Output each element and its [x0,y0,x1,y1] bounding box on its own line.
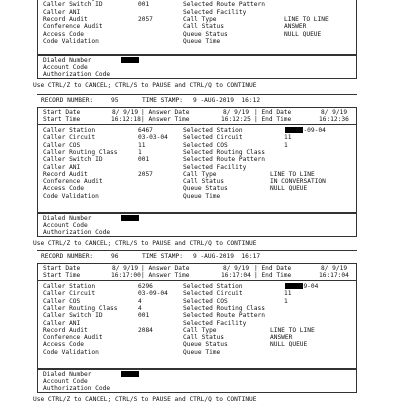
field-value: 6296 [138,283,153,290]
selected-station-value: -09-04 [296,283,319,290]
field-value: 2084 [138,326,153,334]
record-line [38,23,356,30]
field-label: Account Code [43,222,88,229]
field-label: Conference Audit [43,178,103,186]
field-label: Call Status [183,23,224,31]
field-label: Queue Time [183,192,221,200]
field-label: Selected Route Pattern [183,156,265,164]
cancel-instructions: Use CTRL/Z to CANCEL; CTRL/S to PAUSE and CTRL/Q to CONTINUE [33,82,257,89]
field-label: Queue Status [183,341,228,349]
field-label: Selected Station [183,127,243,134]
answer-date-label: | Answer Date [141,109,190,116]
record-line [38,142,356,149]
start-time-label: Start Time [43,272,81,279]
start-date-value: 8/ 9/19 [112,265,139,272]
field-value: LINE TO LINE [270,326,315,334]
field-label: Account Code [43,378,88,385]
field-label: Caller Circuit [43,134,96,142]
answer-time-value: 16:12:25 [221,116,251,123]
field-value: 001 [138,1,150,9]
record-line [38,298,356,305]
field-label: Caller Switch ID [43,1,103,9]
dialed-box [37,213,357,237]
field-label: Call Status [183,334,224,342]
record-number-value: 95 [111,97,119,104]
header-divider [38,280,356,281]
field-label: Selected Circuit [183,290,243,298]
partial-dialed-box [37,55,357,79]
field-value: NULL QUEUE [270,341,308,349]
field-label: Queue Time [183,348,221,356]
field-label: Caller COS [43,141,81,149]
time-stamp-label: TIME STAMP: [142,253,183,260]
record-line [38,1,356,8]
record-box [37,107,357,213]
field-value: 11 [138,141,146,149]
field-label: Selected Route Pattern [183,312,265,320]
record-line [38,171,356,178]
field-value: 2057 [138,15,153,23]
field-label: Access Code [43,185,84,193]
header-divider [38,124,356,125]
answer-time-label: | Answer Time [141,272,190,279]
answer-date-value: 8/ 9/19 [223,265,250,272]
end-date-label: | End Date [254,265,292,272]
field-value: LINE TO LINE [284,15,329,23]
end-time-value: 16:17:04 [319,272,349,279]
field-value: ANSWER [284,23,307,31]
field-value: 11 [284,134,292,142]
field-label: Conference Audit [43,334,103,342]
field-label: Selected Route Pattern [183,1,265,9]
field-value: 1 [138,148,142,156]
time-stamp-value: 9 -AUG-2019 16:12 [193,97,261,104]
end-time-label: | End Time [254,272,292,279]
field-label: Caller Circuit [43,290,96,298]
field-value: 001 [138,312,150,320]
field-label: Access Code [43,30,84,38]
field-label: Caller ANI [43,163,81,171]
record-box [37,263,357,369]
time-stamp-value: 9 -AUG-2019 16:17 [193,253,261,260]
record-line [38,31,356,38]
cancel-instructions: Use CTRL/Z to CANCEL; CTRL/S to PAUSE and CTRL/Q to CONTINUE [33,396,257,403]
start-date-label: Start Date [43,109,81,116]
field-label: Caller ANI [43,8,81,16]
field-label: Selected Routing Class [183,148,265,156]
field-value: 001 [138,156,150,164]
answer-date-value: 8/ 9/19 [223,109,250,116]
start-time-value: 16:17:00 [111,272,141,279]
field-value: ANSWER [270,334,293,342]
field-label: Selected Facility [183,163,247,171]
field-label: Dialed Number [43,371,92,378]
answer-date-label: | Answer Date [141,265,190,272]
redacted-dialed-number [121,215,139,221]
time-stamp-label: TIME STAMP: [142,97,183,104]
field-value: 11 [284,290,292,298]
record-line [38,16,356,23]
field-label: Selected Circuit [183,134,243,142]
field-label: Code Validation [43,37,99,45]
end-date-label: | End Date [254,109,292,116]
record-header [37,97,357,105]
record-line [38,127,356,134]
record-line [38,149,356,156]
record-line [38,320,356,327]
field-value: 03-03-04 [138,134,168,142]
record-line [38,283,356,290]
field-label: Record Audit [43,170,88,178]
field-label: Selected Station [183,283,243,290]
dialed-box [37,369,357,393]
field-label: Record Audit [43,15,88,23]
field-value: 1 [284,297,288,305]
record-line [38,341,356,348]
field-label: Record Audit [43,326,88,334]
time-row [38,116,356,123]
field-label: Authorization Code [43,229,111,236]
end-date-value: 8/ 9/19 [321,265,348,272]
dialed-line [38,385,356,392]
field-label: Dialed Number [43,57,92,64]
record-line [38,290,356,297]
field-label: Account Code [43,64,88,71]
selected-station-value: 03-09-04 [296,127,326,134]
answer-time-label: | Answer Time [141,116,190,123]
field-value: 1 [284,141,288,149]
field-label: Caller ANI [43,319,81,327]
start-time-label: Start Time [43,116,81,123]
end-time-value: 16:12:36 [319,116,349,123]
field-label: Selected Facility [183,8,247,16]
record-line [38,185,356,192]
field-label: Call Type [183,326,217,334]
field-value: 4 [138,297,142,305]
record-line [38,312,356,319]
redacted-dialed-number [121,371,139,377]
field-label: Code Validation [43,348,99,356]
record-number-value: 96 [111,253,119,260]
field-label: Caller Routing Class [43,304,118,312]
field-value: NULL QUEUE [284,30,322,38]
partial-record-box [37,0,357,55]
record-line [38,349,356,356]
redacted-dialed-number [121,57,139,63]
field-label: Call Status [183,178,224,186]
start-date-label: Start Date [43,265,81,272]
field-label: Access Code [43,341,84,349]
record-line [38,9,356,16]
field-label: Authorization Code [43,385,111,392]
start-time-value: 16:12:18 [111,116,141,123]
record-number-label: RECORD NUMBER: [41,97,94,104]
field-label: Caller Switch ID [43,156,103,164]
field-label: Selected Facility [183,319,247,327]
field-label: Call Type [183,170,217,178]
record-line [38,38,356,45]
record-line [38,156,356,163]
field-label: Selected Routing Class [183,304,265,312]
record-line [38,164,356,171]
dialed-line [38,71,356,78]
time-row [38,272,356,279]
end-date-value: 8/ 9/19 [321,109,348,116]
field-value: 6467 [138,127,153,134]
record-line [38,305,356,312]
record-separator [37,250,357,251]
field-label: Dialed Number [43,215,92,222]
field-label: Selected COS [183,297,228,305]
field-label: Selected COS [183,141,228,149]
field-label: Authorization Code [43,71,111,78]
record-header [37,253,357,261]
field-label: Caller Station [43,283,96,290]
field-value: 03-09-04 [138,290,168,298]
field-value: 2057 [138,170,153,178]
field-label: Caller Station [43,127,96,134]
answer-time-value: 16:17:04 [221,272,251,279]
dialed-line [38,229,356,236]
field-label: Caller Routing Class [43,148,118,156]
field-label: Queue Time [183,37,221,45]
field-value: 4 [138,304,142,312]
field-value: NULL QUEUE [270,185,308,193]
field-label: Conference Audit [43,23,103,31]
record-line [38,178,356,185]
field-label: Queue Status [183,30,228,38]
record-line [38,327,356,334]
field-label: Call Type [183,15,217,23]
cancel-instructions: Use CTRL/Z to CANCEL; CTRL/S to PAUSE and CTRL/Q to CONTINUE [33,240,257,247]
record-line [38,193,356,200]
field-value: IN CONVERSATION [270,178,326,186]
field-label: Caller Switch ID [43,312,103,320]
record-number-label: RECORD NUMBER: [41,253,94,260]
end-time-label: | End Time [254,116,292,123]
record-line [38,134,356,141]
start-date-value: 8/ 9/19 [112,109,139,116]
record-line [38,334,356,341]
record-separator [37,94,357,95]
field-label: Code Validation [43,192,99,200]
field-value: LINE TO LINE [270,170,315,178]
field-label: Caller COS [43,297,81,305]
field-label: Queue Status [183,185,228,193]
